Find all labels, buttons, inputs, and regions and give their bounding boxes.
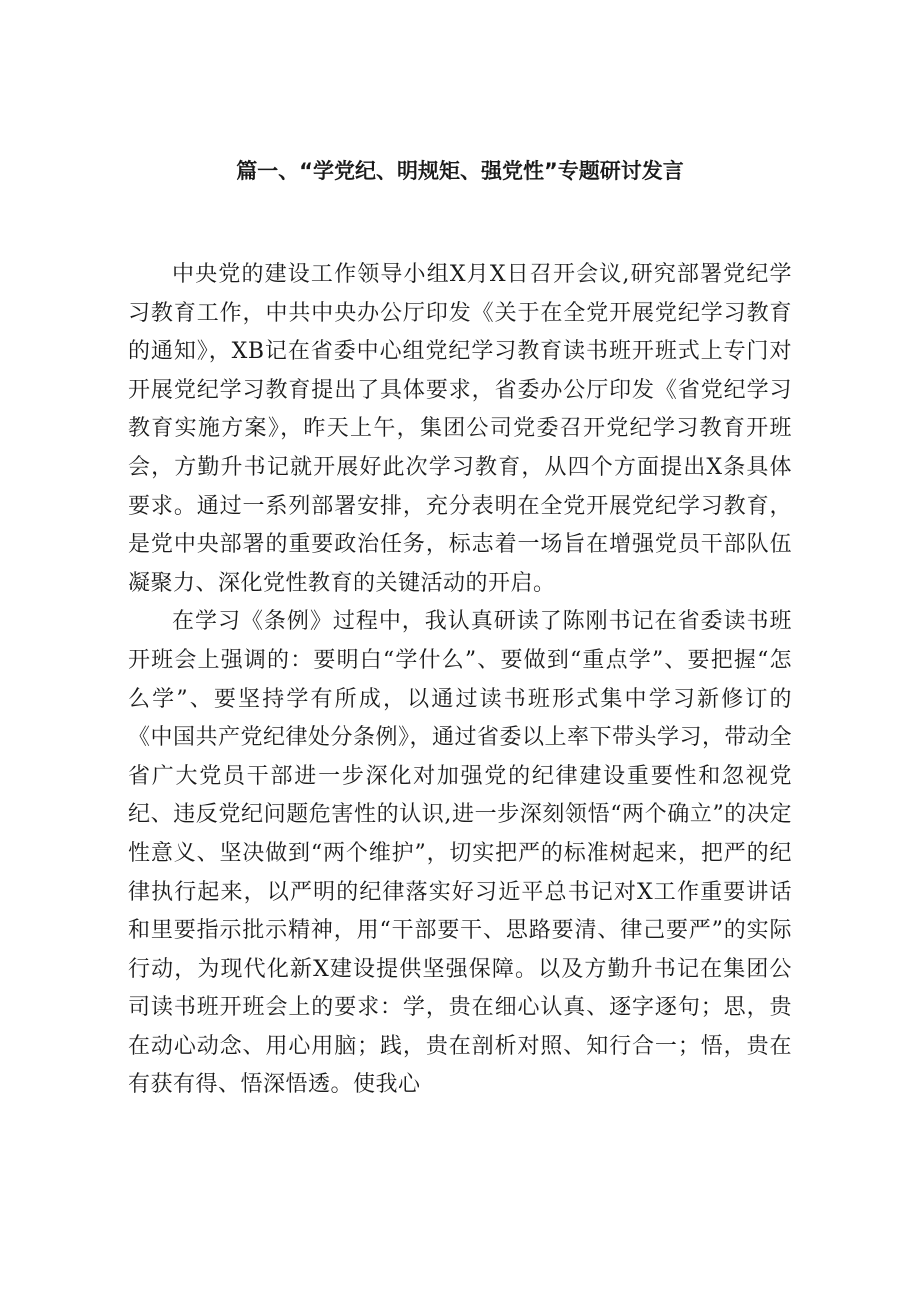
paragraph-2: 在学习《条例》过程中，我认真研读了陈刚书记在省委读书班开班会上强调的：要明白“学什么”、要做到“重点学”、要把握“怎么学”、要坚持学有所成，以通过读书班形式集中学习新修订的《中国共产党纪律处分条例》，通过省委以上率下带头学习，带动全省广大党员干部进一步深化对加强党的纪律建设重要性和忽视党纪、违反党纪问题危害性的认识,进一步深刻领悟“两个确立”的决定性意义、坚决做到“两个维护”，切实把严的标准树起来，把严的纪律执行起来，以严明的纪律落实好习近平总书记对X工作重要讲话和里要指示批示精神，用“干部要干、思路要清、律己要严”的实际行动，为现代化新X建设提供坚强保障。以及方勤升书记在集团公司读书班开班会上的要求：学，贵在细心认真、逐字逐句；思，贵在动心动念、用心用脑；践，贵在剖析对照、知行合一；悟，贵在有获有得、悟深悟透。使我心 [128,609,793,1098]
document-body [128,256,792,1105]
paragraph-1: 中央党的建设工作领导小组X月X日召开会议,研究部署党纪学习教育工作，中共中央办公厅印发《关于在全党开展党纪学习教育的通知》，XB记在省委中心组党纪学习教育读书班开班式上专门对开展党纪学习教育提出了具体要求，省委办公厅印发《省党纪学习教育实施方案》，昨天上午，集团公司党委召开党纪学习教育开班会，方勤升书记就开展好此次学习教育，从四个方面提出X条具体要求。通过一系列部署安排，充分表明在全党开展党纪学习教育，是党中央部署的重要政治任务，标志着一场旨在增强党员干部队伍凝聚力、深化党性教育的关键活动的开启。 [128,262,792,596]
document-title: 篇一、“学党纪、明规矩、强党性”专题研讨发言 [236,159,684,183]
